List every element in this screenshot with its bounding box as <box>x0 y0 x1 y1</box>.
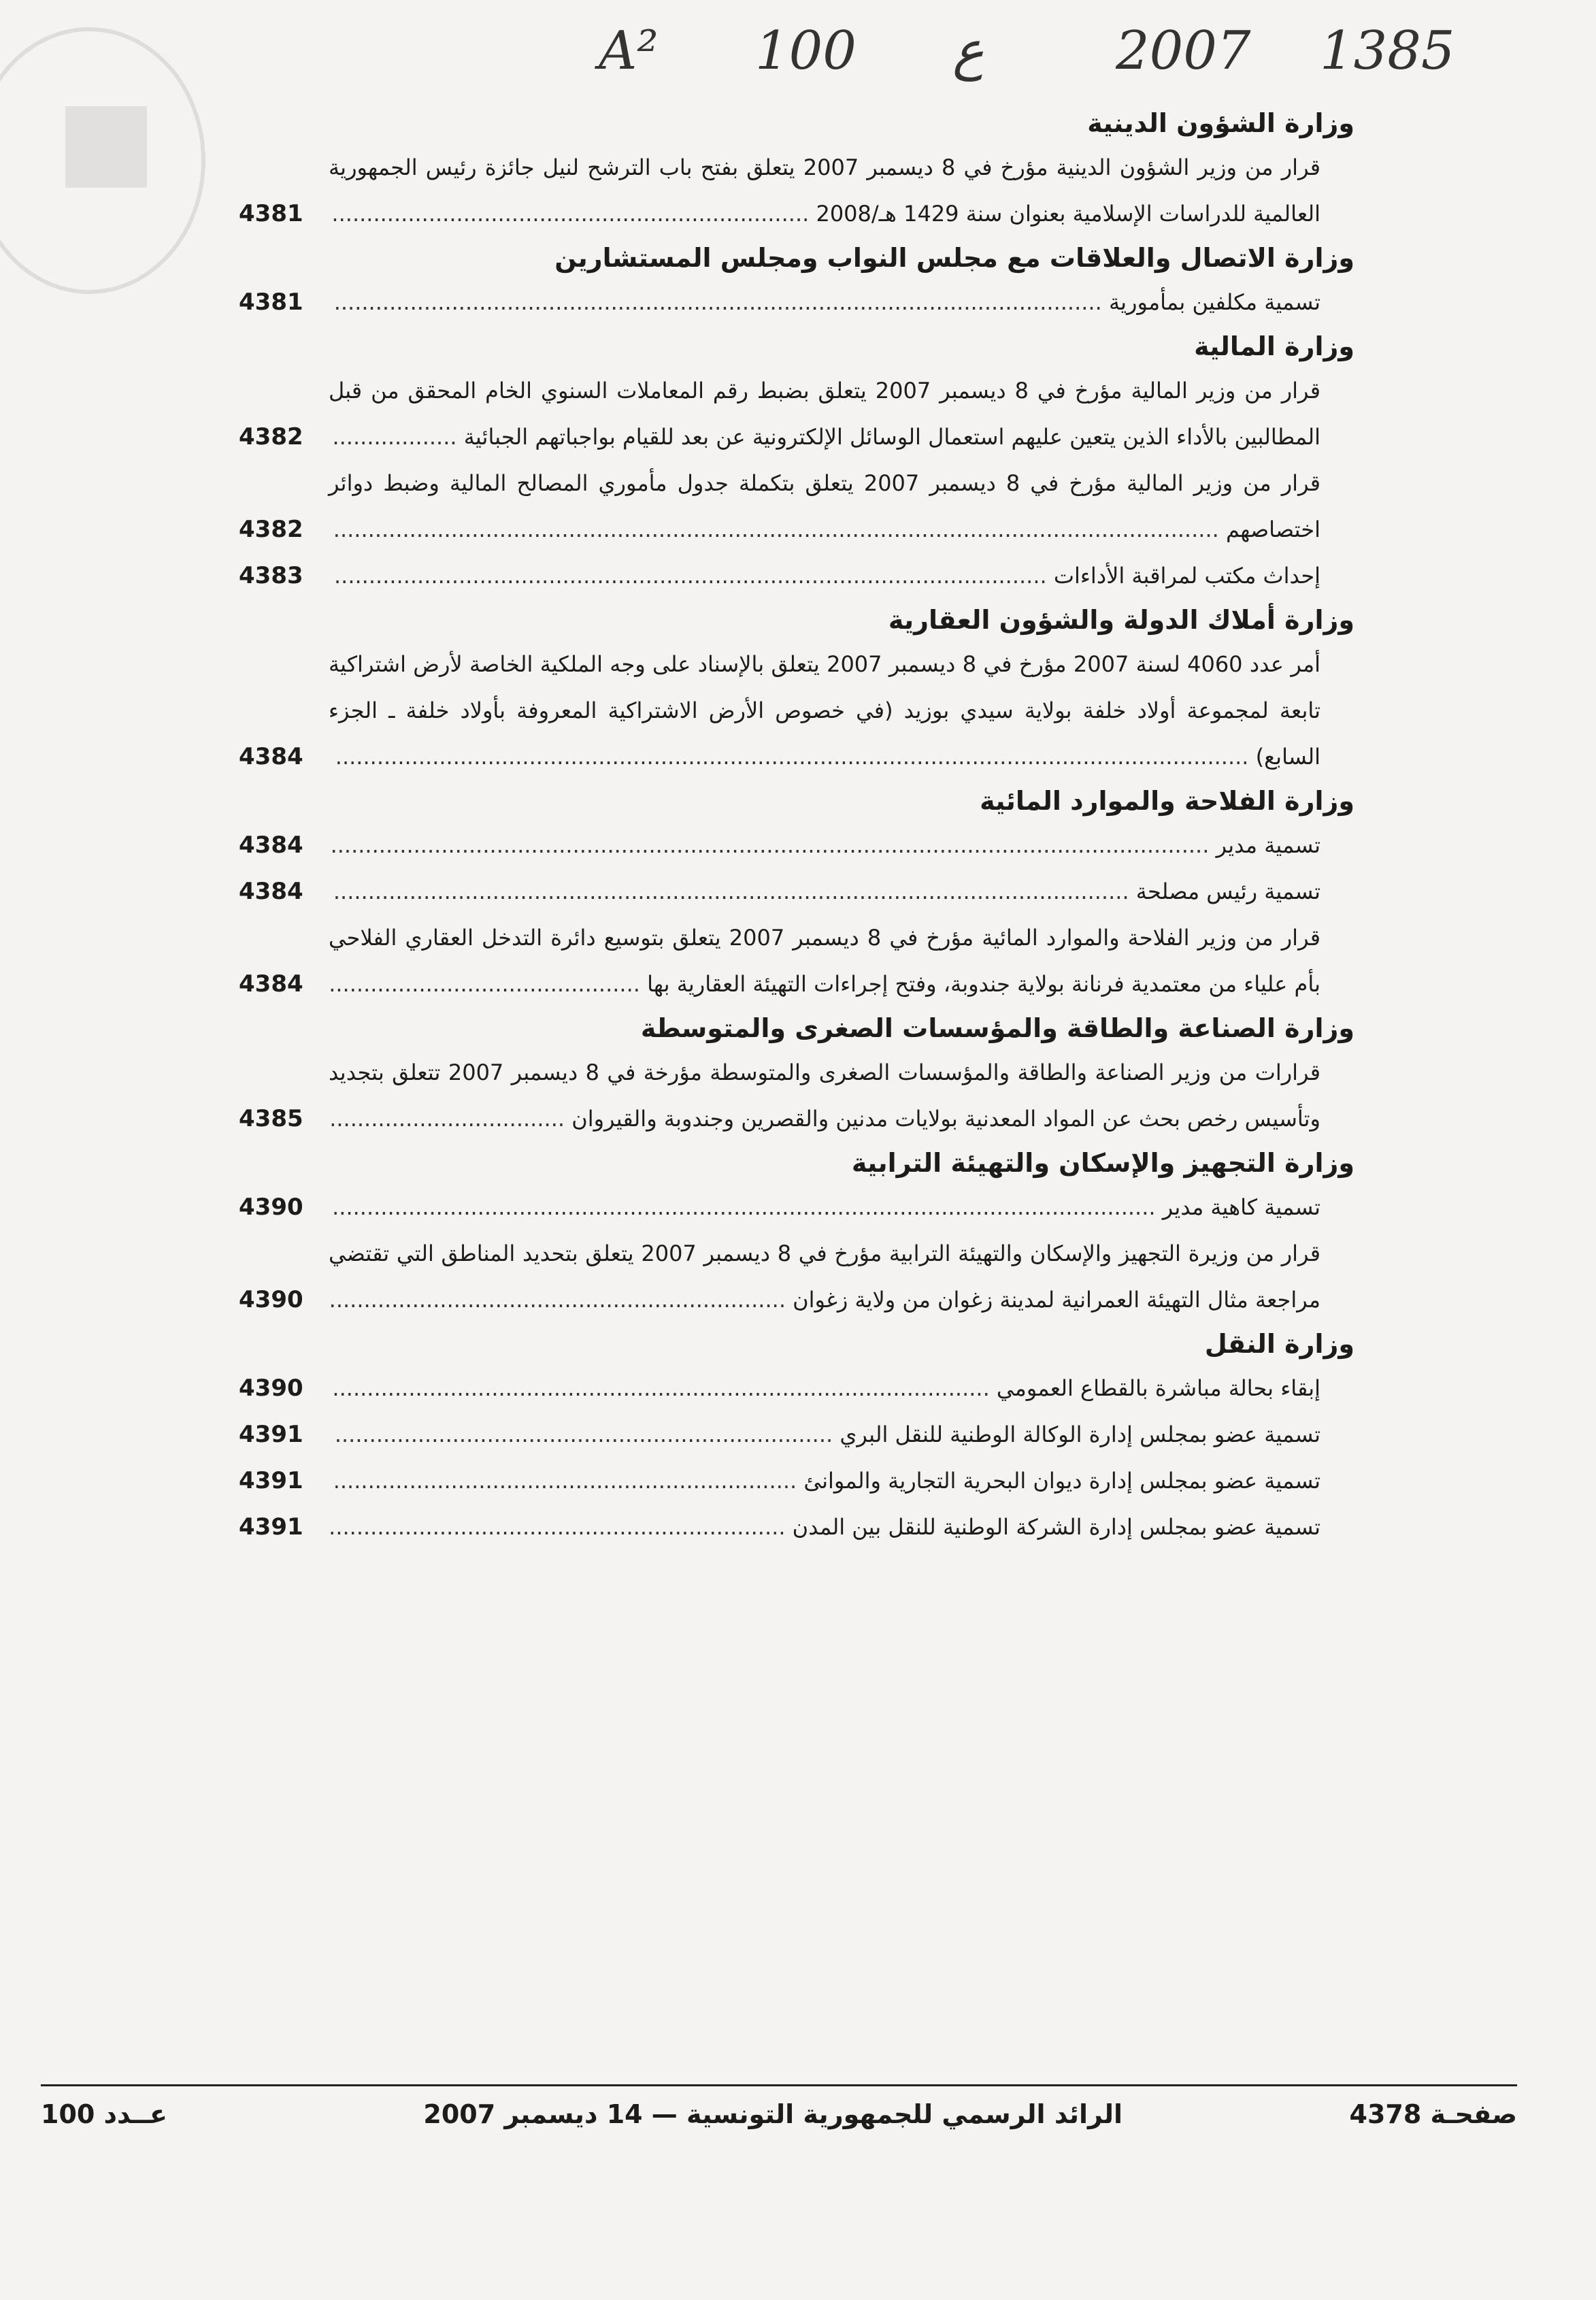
toc-section <box>239 102 1354 237</box>
handwritten-c: ع <box>952 20 984 82</box>
entry-text: قرار من وزير الفلاحة والموارد المائية مؤرخ في 8 ديسمبر 2007 يتعلق بتوسيع دائرة التدخل العقاري الفلاحي بأم علياء من معتمدية فرنانة بولاية جندوبة، وفتح إجراءات التهيئة العقارية بها <box>329 925 1321 997</box>
toc-entry[interactable] <box>239 868 1320 915</box>
leader-dots: ............................................................................................... <box>332 1375 997 1401</box>
page-footer <box>41 2099 1517 2140</box>
toc-entry[interactable] <box>239 144 1320 237</box>
toc-entry[interactable] <box>239 1184 1320 1230</box>
leader-dots: ........................................................................ <box>334 1422 840 1447</box>
toc-section <box>239 237 1354 325</box>
entry-page-number: 4384 <box>239 970 303 998</box>
leader-dots: ................................................................... <box>333 1468 804 1494</box>
handwritten-annotation <box>599 20 1483 88</box>
section-title: وزارة الصناعة والطاقة والمؤسسات الصغرى والمتوسطة <box>640 1013 1354 1043</box>
entry-page-number: 4382 <box>239 423 303 450</box>
handwritten-a: A² <box>599 20 659 82</box>
toc-entry[interactable] <box>239 553 1320 599</box>
entry-page-number: 4381 <box>239 289 303 316</box>
entry-text: تسمية رئيس مصلحة <box>1135 878 1320 904</box>
section-title: وزارة المالية <box>1194 331 1354 361</box>
toc-section <box>239 1323 1354 1550</box>
entry-text: أمر عدد 4060 لسنة 2007 مؤرخ في 8 ديسمبر 2007 يتعلق بالإسناد على وجه الملكية الخاصة لأرض اشتراكية تابعة لمجموعة أولاد خلفة بولاية سيدي بوزيد (في خصوص الأرض الاشتراكية المعروفة بأولاد خلفة ـ الجزء السابع) <box>329 651 1321 770</box>
toc-entry[interactable] <box>239 460 1320 553</box>
entry-text: تسمية مدير <box>1216 832 1320 858</box>
entry-page-number: 4383 <box>239 562 303 589</box>
footer-page-number: صفحـة 4378 <box>1349 2099 1517 2129</box>
toc-entry[interactable] <box>239 1411 1320 1458</box>
toc-entry[interactable] <box>239 1230 1320 1323</box>
entry-text: إبقاء بحالة مباشرة بالقطاع العمومي <box>996 1375 1320 1401</box>
entry-text: قرار من وزير المالية مؤرخ في 8 ديسمبر 2007 يتعلق بتكملة جدول مأموري المصالح المالية وضبط دوائر اختصاصهم <box>329 470 1321 542</box>
leader-dots: .................. <box>332 424 464 450</box>
leader-dots: ................................................................................................................................ <box>333 516 1226 542</box>
section-title: وزارة التجهيز والإسكان والتهيئة الترابية <box>851 1148 1354 1178</box>
section-title: وزارة النقل <box>1204 1329 1354 1359</box>
entry-page-number: 4381 <box>239 200 303 227</box>
leader-dots: .................................................................................................................................... <box>335 744 1256 770</box>
handwritten-e: 1385 <box>1320 20 1455 82</box>
entry-page-number: 4384 <box>239 832 303 859</box>
toc-entry[interactable] <box>239 641 1320 780</box>
toc-entry[interactable] <box>239 915 1320 1007</box>
leader-dots: ................................................................................................................... <box>333 878 1136 904</box>
entry-page-number: 4384 <box>239 743 303 770</box>
entry-text: قرار من وزير الشؤون الدينية مؤرخ في 8 ديسمبر 2007 يتعلق بفتح باب الترشح لنيل جائزة رئيس الجمهورية العالمية للدراسات الإسلامية بعنوان سنة 1429 هـ/2008 <box>329 154 1321 227</box>
table-of-contents <box>239 102 1354 1550</box>
toc-section <box>239 780 1354 1007</box>
toc-section <box>239 1142 1354 1323</box>
section-title: وزارة أملاك الدولة والشؤون العقارية <box>888 605 1354 635</box>
entry-page-number: 4382 <box>239 516 303 543</box>
entry-page-number: 4390 <box>239 1286 303 1313</box>
entry-page-number: 4384 <box>239 878 303 905</box>
leader-dots: .................................................................. <box>329 1514 793 1540</box>
entry-page-number: 4390 <box>239 1194 303 1221</box>
leader-dots: ............................................. <box>329 971 648 997</box>
toc-entry[interactable] <box>239 1049 1320 1142</box>
entry-page-number: 4385 <box>239 1105 303 1132</box>
entry-text: قرار من وزيرة التجهيز والإسكان والتهيئة الترابية مؤرخ في 8 ديسمبر 2007 يتعلق بتحديد المناطق التي تقتضي مراجعة مثال التهيئة العمرانية لمدينة زغوان من ولاية زغوان <box>329 1241 1321 1313</box>
faded-stamp <box>0 27 205 294</box>
handwritten-d: 2007 <box>1116 20 1251 82</box>
entry-text: تسمية عضو بمجلس إدارة الوكالة الوطنية للنقل البري <box>839 1422 1320 1447</box>
entry-page-number: 4390 <box>239 1375 303 1402</box>
footer-divider <box>41 2084 1517 2086</box>
leader-dots: ............................................................................................................... <box>333 289 1109 315</box>
section-title: وزارة الاتصال والعلاقات مع مجلس النواب ومجلس المستشارين <box>554 243 1354 273</box>
leader-dots: ....................................................................................................... <box>333 563 1054 589</box>
toc-section <box>239 599 1354 780</box>
leader-dots: ....................................................................................................................... <box>332 1194 1163 1220</box>
entry-page-number: 4391 <box>239 1513 303 1541</box>
toc-entry[interactable] <box>239 1458 1320 1504</box>
section-title: وزارة الفلاحة والموارد المائية <box>980 786 1354 816</box>
entry-text: تسمية كاهية مدير <box>1162 1194 1320 1220</box>
toc-section <box>239 1007 1354 1142</box>
toc-entry[interactable] <box>239 279 1320 325</box>
entry-text: إحداث مكتب لمراقبة الأداءات <box>1053 563 1320 589</box>
toc-entry[interactable] <box>239 1504 1320 1550</box>
toc-entry[interactable] <box>239 367 1320 460</box>
entry-text: قرار من وزير المالية مؤرخ في 8 ديسمبر 2007 يتعلق بضبط رقم المعاملات السنوي الخام المحقق من قبل المطالبين بالأداء الذين يتعين عليهم استعمال الوسائل الإلكترونية عن بعد للقيام بواجباتهم الجبائية <box>329 378 1321 450</box>
entry-text: تسمية عضو بمجلس إدارة الشركة الوطنية للنقل بين المدن <box>792 1514 1320 1540</box>
leader-dots: .................................................................. <box>329 1287 793 1313</box>
entry-text: تسمية مكلفين بمأمورية <box>1108 289 1320 315</box>
footer-gazette-title: الرائد الرسمي للجمهورية التونسية — 14 ديسمبر 2007 <box>423 2099 1123 2129</box>
entry-text: تسمية عضو بمجلس إدارة ديوان البحرية التجارية والموانئ <box>803 1468 1320 1494</box>
leader-dots: ............................................................................................................................... <box>330 832 1216 858</box>
section-title: وزارة الشؤون الدينية <box>1087 108 1354 138</box>
stamp-mark <box>65 106 147 188</box>
footer-issue-number: عــدد 100 <box>41 2099 167 2129</box>
entry-page-number: 4391 <box>239 1467 303 1494</box>
toc-entry[interactable] <box>239 822 1320 868</box>
leader-dots: .................................. <box>329 1106 572 1132</box>
entry-page-number: 4391 <box>239 1421 303 1448</box>
handwritten-b: 100 <box>755 20 857 82</box>
toc-entry[interactable] <box>239 1365 1320 1411</box>
entry-text: قرارات من وزير الصناعة والطاقة والمؤسسات الصغرى والمتوسطة مؤرخة في 8 ديسمبر 2007 تتعلق بتجديد وتأسيس رخص بحث عن المواد المعدنية بولايات مدنين والقصرين وجندوبة والقيروان <box>329 1059 1321 1132</box>
leader-dots: ..................................................................... <box>331 201 816 227</box>
toc-section <box>239 325 1354 599</box>
